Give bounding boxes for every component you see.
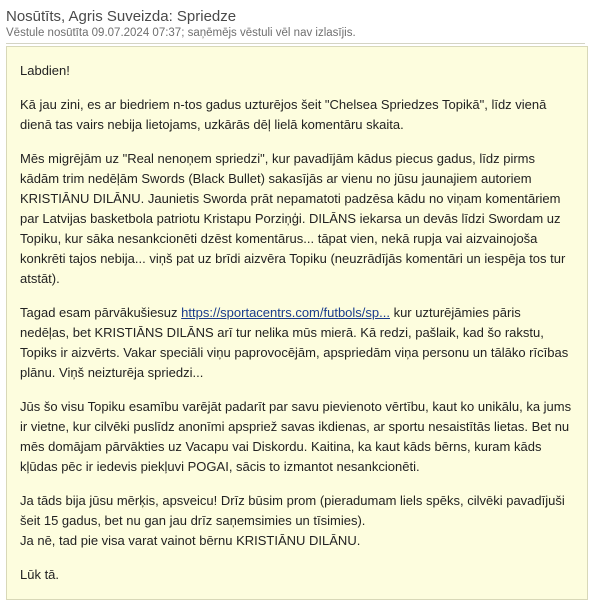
paragraph-2: Mēs migrējām uz "Real nenoņem spriedzi", kur pavadījām kādus piecus gadus, līdz pirms kādām trim nedēļām Swords (Black Bullet) sakasījās ar vienu no jūsu jaunajiem autoriem KRISTIĀNU DILĀNU. Jaunietis Sworda prāt nepamatoti padzēsa kādu no viņam komentāriem par Latvijas basketbola patriotu Kristapu Porziņģi. DILĀNS iekarsa un devās līdzi Swordam uz Topiku, kur sāka nesankcionēti dzēst komentārus... tāpat vien, nekā rupja vai aizvainojoša konkrēti tajos nebija... viņš pat uz brīdi aizvēra Topiku (neuzrādījās komentāri un iespēja tos tur atstāt). (20, 151, 566, 286)
greeting: Labdien! (20, 63, 70, 78)
paragraph-4: Jūs šo visu Topiku esamību varējāt padarīt par savu pievienoto vērtību, kaut ko unikālu, ka jums ir vietne, kur cilvēki puslīdz anonīmi apspriež savas ikdienas, ar sportu nesaistītās lietas. Bet nu mēs domājam pārvākties uz Vacapu vai Diskordu. Kaitina, ka kaut kāds bērns, kuram kāds kļūdas pēc ir iedevis piekļuvi POGAI, sācis to izmantot nesankcionēti. (20, 399, 572, 474)
message-title: Nosūtīts, Agris Suveizda: Spriedze (6, 8, 237, 25)
paragraph-5 (20, 491, 573, 551)
message-body (6, 46, 588, 600)
paragraph-1: Kā jau zini, es ar biedriem n-tos gadus uzturējos šeit "Chelsea Spriedzes Topikā", līdz vienā dienā tas vairs nebija lietojams, uzkārās dēļ lielā komentāru skaita. (20, 97, 547, 132)
message-header (0, 0, 591, 46)
message-status: Vēstule nosūtīta 09.07.2024 07:37; saņēmējs vēstuli vēl nav izlasījis. (6, 26, 585, 44)
paragraph-5-line-2: Ja nē, tad pie visa varat vainot bērnu KRISTIĀNU DILĀNU. (20, 533, 361, 548)
paragraph-3 (20, 303, 573, 383)
paragraph-3-text: Tagad esam pārvākušiesuz (20, 305, 182, 320)
closing: Lūk tā. (20, 567, 60, 582)
paragraph-5-line-1: Ja tāds bija jūsu mērķis, apsveicu! Drīz būsim prom (pieradumam liels spēks, cilvēki pavadījuši šeit 15 gadus, bet nu gan jau drīz saņemsimies un tīsimies). (20, 493, 565, 528)
sportacentrs-link[interactable]: https://sportacentrs.com/futbols/sp... (181, 305, 390, 320)
paragraph-3-text-cont: kur uzturējāmies pāris nedēļas, bet KRISTIĀNS DILĀNS arī tur nelika mūs mierā. Kā redzi, pašlaik, kad šo rakstu, Topiks ir aizvērts. Vakar speciāli viņu paprovocējām, apspriedām viņa personu un tālāko rīcības plānu. Viņš neizturēja spriedzi... (20, 305, 569, 380)
